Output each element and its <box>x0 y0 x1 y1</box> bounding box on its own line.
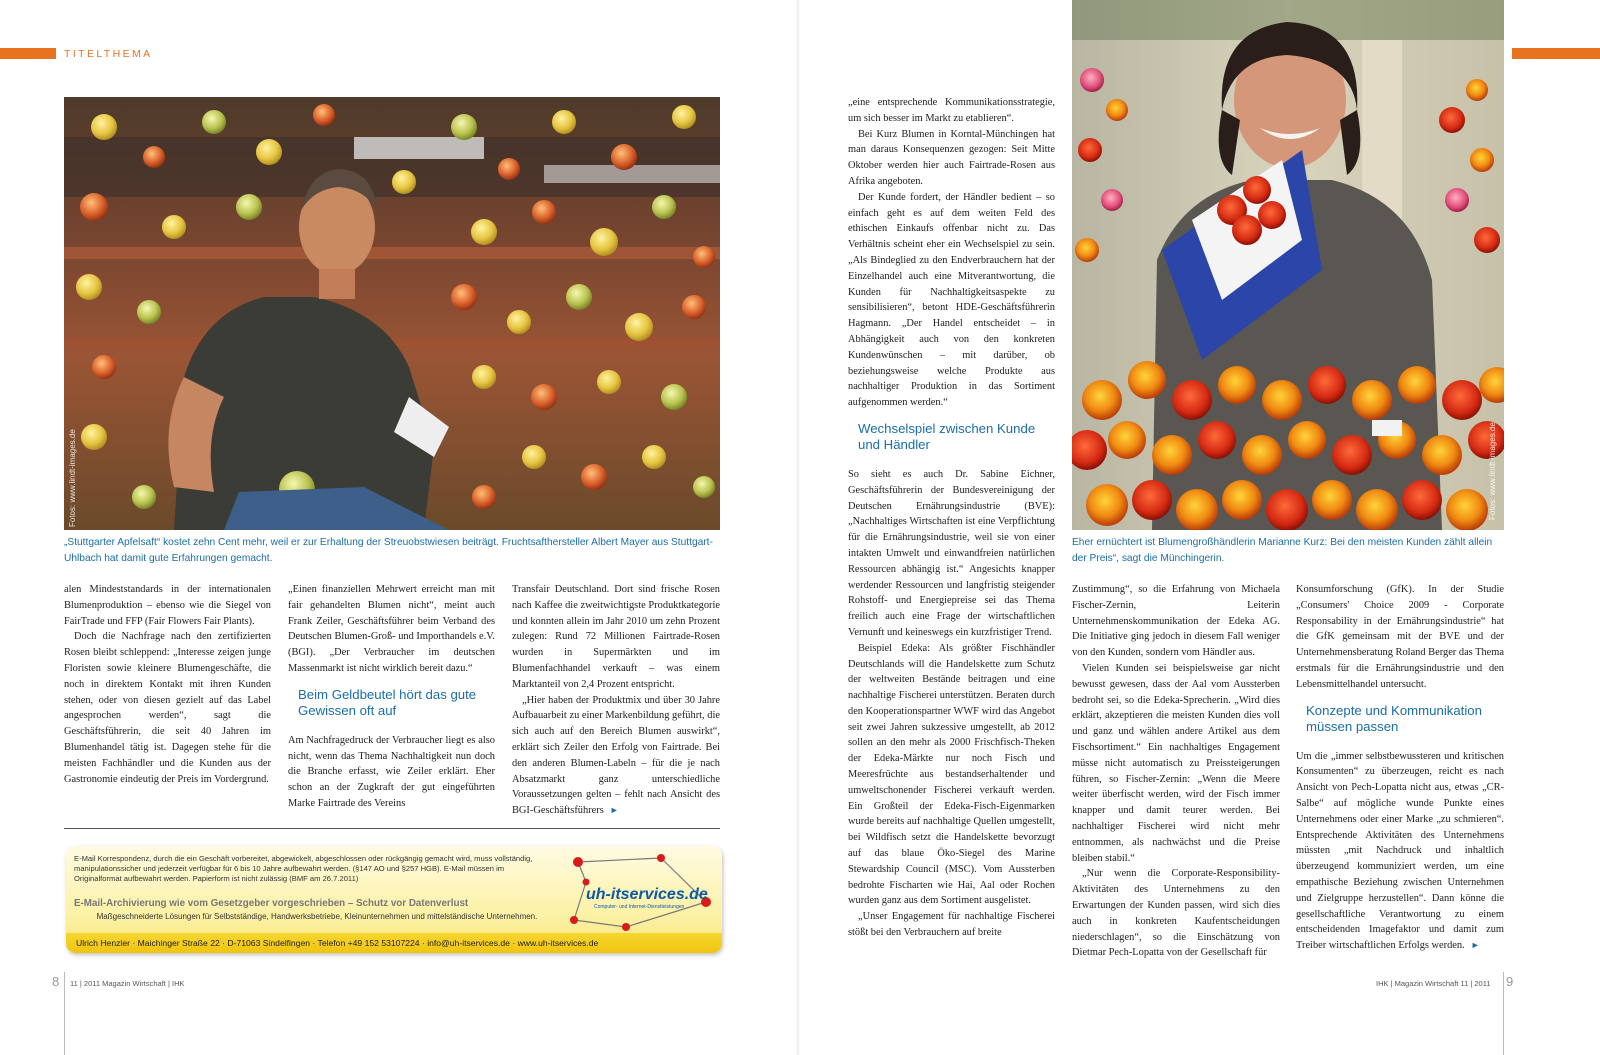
paragraph: „Einen finanziellen Mehrwert erreicht man mit fair gehandelten Blumen nicht“, meint auch Frank Zeiler, Geschäftsführer beim Verband des Deutschen Blumen-Groß- und Importhandels e.V. (BGI). „Der Verbraucher im deutschen Massenmarkt ist nicht wirklich bereit dazu.“ <box>288 584 495 674</box>
paragraph <box>1296 749 1504 954</box>
right-page <box>800 0 1600 1055</box>
page-folio: 11 | 2011 Magazin Wirtschaft | IHK <box>70 979 185 988</box>
ad-body-text: E-Mail Korrespondenz, durch die ein Geschäft vorbereitet, abgewickelt, abgeschlossen oder rückgängig gemacht wird, muss vollständig, manipulationssicher und jederzeit verfügbar für 6 bis 10 Jahre aufbewahrt werden. (§147 AO und §257 HGB). E-Mail müssen im Originalformat aufbewahrt werden. Papierform ist nicht zulässig (BMF am 26.7.2011) <box>74 854 533 883</box>
apple-juice-photo <box>64 97 720 530</box>
apple-juice-photo-image <box>64 97 720 530</box>
ad-logo-tagline: Computer- und Internet-Dienstleistungen <box>594 904 685 910</box>
page-folio: IHK | Magazin Wirtschaft 11 | 2011 <box>1376 979 1491 988</box>
flower-seller-photo-image <box>1072 0 1504 530</box>
section-marker-bar <box>0 48 56 59</box>
paragraph: Vielen Kunden sei beispielsweise gar nicht bewusst gewesen, dass der Aal vom Aussterben bedroht sei, so die Edeka-Sprecherin. „Wird dies erklärt, akzeptieren die meisten Kunden dies voll und ganz und wählen andere Artikel aus dem Fischsortiment.“ Ein nachhaltiges Engagement müsse nicht automatisch zu Preissteigerungen führen, so Fischer-Zernin: „Wenn die Meere weiter überfischt werden, wird der Fisch immer knapper und damit teurer werden. Bei nachhaltiger Fischerei wird nicht mehr entnommen, als nachwächst und die Preise bleiben stabil.“ <box>1072 662 1280 864</box>
subheading: Konzepte und Kommunikation müssen passen <box>1306 702 1482 734</box>
paragraph: Doch die Nachfrage nach den zertifizierten Rosen bleibt schleppend: „Interesse zeigen junge Floristen sowie kleinere Blumengeschäfte, die noch in direktem Kontakt mit ihren Kunden stehen, oder von diesen gezielt auf das Label angesprochen werden“, sagt die Geschäftsführerin, die seit 40 Jahren im Blumenhandel tätig ist. Dagegen stehe für die meisten Fachhändler und die Kunden aus der Gastronomie eindeutig der Preis im Vordergrund. <box>64 631 271 785</box>
photo-credit: Fotos: www.lindt-images.de <box>68 429 77 527</box>
page-edge-line <box>1503 972 1504 1055</box>
article-column-1 <box>64 582 271 787</box>
paragraph: „Nur wenn die Corporate-Responsibility-Aktivitäten des Unternehmens zu den Erwartungen der Kunden passen, wird sich dies auch in konkreten Kaufentscheidungen niederschlagen“, so die Einschätzung von Dietmar Pech-Lopatta von der Gesellschaft für <box>1072 868 1280 959</box>
ad-divider <box>64 828 720 829</box>
section-label: TITELTHEMA <box>64 48 153 60</box>
page-edge-line <box>64 972 65 1055</box>
paragraph: Zustimmung“, so die Erfahrung von Michaela Fischer-Zernin, Leiterin Unternehmenskommunikation der Edeka AG. Die Initiative ging jedoch in diesem Fall weniger von den Kunden, sondern vom Händler aus. <box>1072 584 1280 659</box>
paragraph: Transfair Deutschland. Dort sind frische Rosen nach Kaffee die zweitwichtigste Produktkategorie und konnten allein im Jahr 2010 um zehn Prozent zulegen: Rund 72 Millionen Fairtrade-Rosen wurden in Supermärkten und im Blumenfachhandel verkauft – was einem Marktanteil von 2,4 Prozent entspricht. <box>512 584 720 690</box>
photo-caption: Eher ernüchtert ist Blumengroßhändlerin Marianne Kurz: Bei den meisten Kunden zählt allein der Preis“, sagt die Münchingerin. <box>1072 537 1493 564</box>
paragraph: alen Mindeststandards in der internationalen Blumenproduktion – ebenso wie die Siegel von FairTrade und FFP (Fair Flowers Fair Plants). <box>64 584 271 627</box>
paragraph <box>512 693 720 819</box>
section-marker-bar <box>1512 48 1600 59</box>
subheading: Beim Geldbeutel hört das gute Gewissen oft auf <box>298 686 477 718</box>
paragraph: Konsumforschung (GfK). In der Studie „Consumers' Choice 2009 - Corporate Responsability in der Ernährungsindustrie“ hat die GfK gemeinsam mit der BVE und der Unternehmensberatung Roland Berger das Thema erstmals für die Ernährungsindustrie und den Lebensmittelhandel untersucht. <box>1296 584 1504 690</box>
article-column-1 <box>848 95 1055 941</box>
paragraph: Bei Kurz Blumen in Korntal-Münchingen hat man daraus Konsequenzen gezogen: Seit Mitte Oktober werden hier auch Fairtrade-Rosen aus Afrika angeboten. <box>848 128 1055 187</box>
page-number: 9 <box>1506 974 1514 989</box>
paragraph-text: Um die „immer selbstbewussteren und kritischen Konsumenten“ zu überzeugen, reicht es nach Ansicht von Pech-Lopatta nicht aus, etwas „CR-Salbe“ auf mögliche wunde Punkte eines Unternehmens oder einer Marke „zu schmieren“. Entsprechende Aktivitäten des Unternehmens müssten „mit Nachdruck und inhaltlich überzeugend kommuniziert werden, um eine empathische Beziehung zwischen Unternehmen und Zielgruppe herzustellen“. Dann könne die gesellschaftliche Verantwortung zu einem entscheidenden Imagefaktor und damit zum Treiber wirtschaftlichen Erfolgs werden. <box>1296 750 1504 952</box>
photo-credit: Fotos: www.lindt-images.de <box>1488 422 1497 520</box>
paragraph: Am Nachfragedruck der Verbraucher liegt es also nicht, wenn das Thema Nachhaltigkeit nun doch die Branche erfasst, wie Zeiler erklärt. Eher schon an der Zugkraft der gut eingeführten Marke Fairtrade des Vereins <box>288 734 495 809</box>
advertisement[interactable] <box>66 846 722 953</box>
photo-caption: „Stuttgarter Apfelsaft“ kostet zehn Cent mehr, weil er zur Erhaltung der Streuobstwiesen beiträgt. Fruchtsafthersteller Albert Mayer aus Stuttgart-Uhlbach hat damit gute Erfahrungen gemacht. <box>64 537 713 564</box>
flower-seller-photo <box>1072 0 1504 530</box>
article-column-3 <box>512 582 720 819</box>
continue-arrow-icon: ► <box>1470 940 1480 951</box>
ad-contact-bar: Ulrich Henzler · Maichinger Straße 22 · D-71063 Sindelfingen · Telefon +49 152 53107224 · info@uh-itservices.de · www.uh-itservices.de <box>66 933 722 953</box>
paragraph-text: „Hier haben der Produktmix und über 30 Jahre Aufbauarbeit zu einer Markenbildung geführt, die sich auch auf den Bereich Blumen auswirkt“, erklärt sich Zeiler den Erfolg von Fairtrade. Bei den anderen Blumen-Labeln – für die je nach Absatzmarkt ganz unterschiedliche Voraussetzungen gelten – fehlt nach Ansicht des BGI-Geschäftsführers <box>512 694 720 817</box>
paragraph: Der Kunde fordert, der Händler bedient – so einfach geht es auf dem weiten Feld des ethischen Einkaufs offenbar nicht zu. Das Verhältnis scheint eher ein Wechselspiel zu sein. „Als Bindeglied zu den Endverbrauchern hat der Einzelhandel auch eine Mitverantwortung, die Kunden für Nachhaltigkeitsaspekte zu sensibilisieren“, betont HDE-Geschäftsführerin Hagmann. „Der Handel entscheidet – in Abhängigkeit auch von den konkreten Kundenwünschen – mit darüber, ob beziehungsweise welche Produkte aus nachhaltiger Produktion in das Sortiment aufgenommen werden.“ <box>848 191 1055 409</box>
paragraph: So sieht es auch Dr. Sabine Eichner, Geschäftsführerin der Bundesvereinigung der Deutschen Ernährungsindustrie (BVE): „Nachhaltiges Wirtschaften ist eine Verpflichtung für die Ernährungsindustrie, weil sie von einer intakten Umwelt und einwandfreien natürlichen Ressourcen abhängig ist.“ Angesichts knapper werdender Ressourcen und langfristig steigender Rohstoff- und Energiepreise sei das Thema freilich auch eine Frage der wirtschaftlichen Vernunft und keineswegs ein kurzfristiger Trend. <box>848 468 1055 638</box>
article-column-2 <box>1072 582 1280 961</box>
article-column-3 <box>1296 582 1504 954</box>
ad-subline: Maßgeschneiderte Lösungen für Selbstständige, Handwerksbetriebe, Kleinunternehmen und mittelständische Unternehmen. <box>96 912 538 921</box>
article-column-2 <box>288 582 495 812</box>
ad-logo[interactable]: uh-itservices.de <box>586 886 708 903</box>
paragraph: „Unser Engagement für nachhaltige Fischerei stößt bei den Verbrauchern auf breite <box>848 911 1055 939</box>
subheading: Wechselspiel zwischen Kunde und Händler <box>858 420 1036 452</box>
paragraph: „eine entsprechende Kommunikationsstrategie, um sich besser im Markt zu etablieren“. <box>848 97 1055 124</box>
page-number: 8 <box>52 974 60 989</box>
continue-arrow-icon: ► <box>609 805 619 816</box>
paragraph: Beispiel Edeka: Als größter Fischhändler Deutschlands will die Handelskette zum Schutz der weltweiten Bestände beitragen und eine nachhaltige Fischerei unterstützen. Beraten durch den Kooperationspartner WWF wird das Angebot seit zwei Jahren sukzessive umgestellt, ab 2012 sollen an den mehr als 2000 Frischfisch-Theken der Edeka-Märkte nur noch Fisch und Meeresfrüchte aus bestandserhaltender und umweltschonender Fischerei verkauft werden. Ein Großteil der Edeka-Fisch-Eigenmarken wurde bereits auf nachhaltige Quellen umgestellt, bei Wildfisch setzt die Handelskette bevorzugt auf das blaue Öko-Siegel des Marine Stewardship Council (MSC). Vom Aussterben bedrohte Fischarten wie Hai, Aal oder Rochen wurden ganz aus dem Sortiment ausgelistet. <box>848 642 1055 907</box>
ad-headline: E-Mail-Archivierung wie vom Gesetzgeber vorgeschrieben – Schutz vor Datenverlust <box>74 898 469 909</box>
